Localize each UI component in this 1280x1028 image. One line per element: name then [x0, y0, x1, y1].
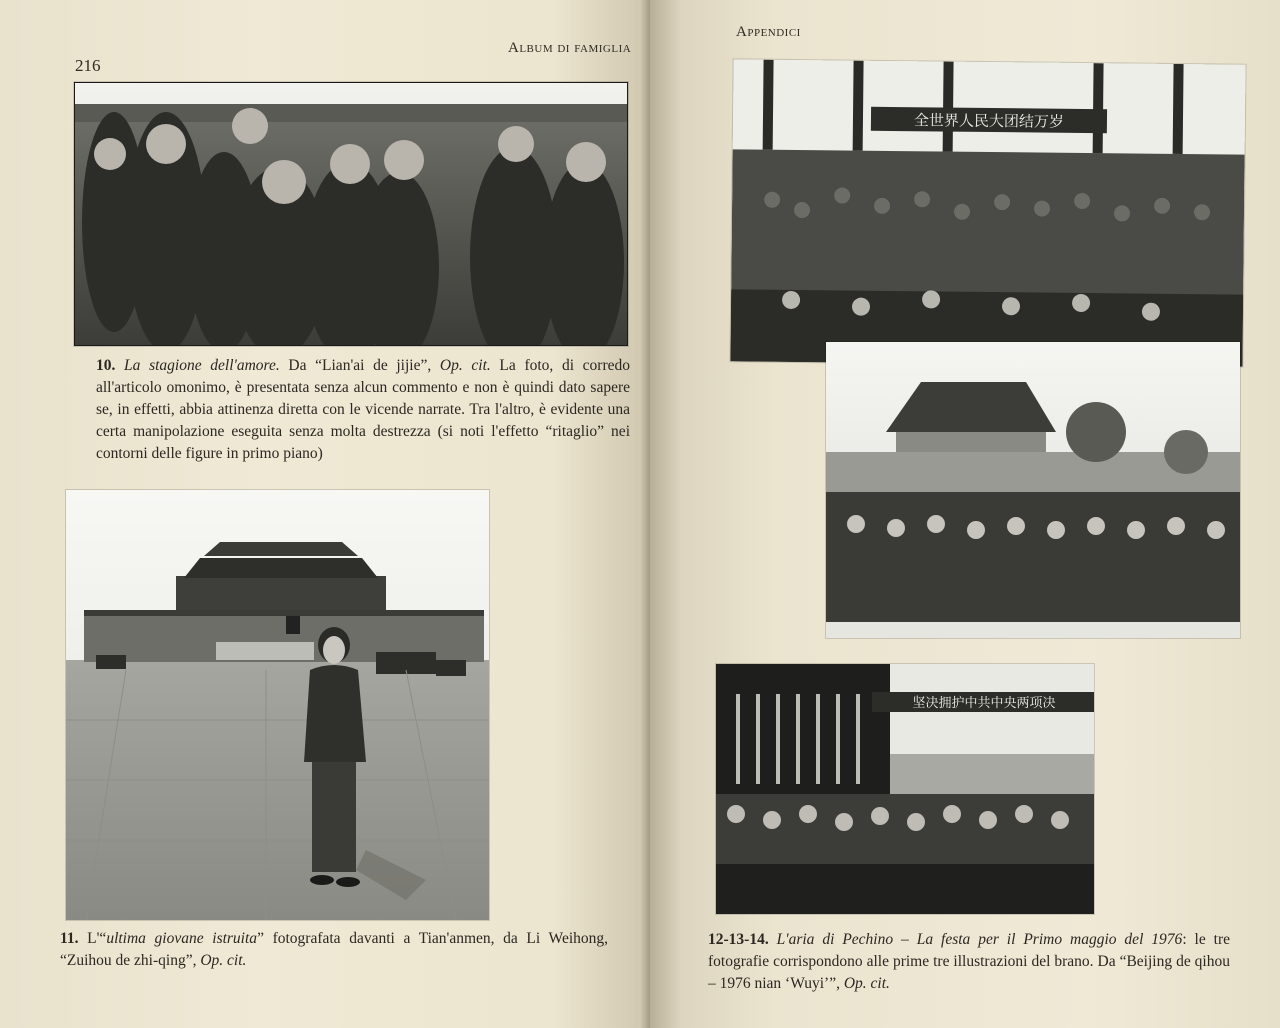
right-page: [650, 0, 1280, 1028]
figure-10-source: Da “Lian'ai de jijie”,: [279, 357, 440, 374]
figure-10-op-cit: Op. cit.: [439, 357, 491, 374]
figure-12-14-body: : le tre fotografie corrispondono alle prime tre illustrazioni del brano. Da “Beijing de qihou – 1976 nian ‘Wuyi’”,: [708, 931, 1231, 992]
figure-11-text-a: L'“: [78, 930, 107, 947]
running-head-right: Appendici: [736, 24, 801, 40]
figure-11-title: ultima giovane istruita: [106, 930, 258, 947]
page-number-left: 216: [75, 56, 101, 75]
figure-12-14-number: 12-13-14.: [708, 931, 769, 948]
caption-figure-11: [60, 928, 608, 972]
figure-10-number: 10.: [96, 357, 116, 374]
photo-woman-tiananmen: [66, 490, 489, 920]
photo-pavilion-audience: [826, 342, 1240, 638]
photo-may-day-parade: [716, 664, 1094, 914]
figure-10-body: La foto, di corredo all'articolo omonimo, è presentata senza alcun commento e non è quindi dato sapere se, in effetti, abbia attinenza diretta con le vicende narrate. Tra l'altro, è evidente una certa manipolazione eseguita senza molta destrezza (si noti l'effetto “ritaglio” nei contorni delle figure in primo piano): [96, 357, 631, 462]
caption-figures-12-14: [708, 929, 1230, 995]
figure-12-14-title: L'aria di Pechino – La festa per il Primo maggio del 1976: [776, 931, 1183, 948]
caption-figure-10: [96, 355, 630, 465]
figure-11-op-cit: Op. cit.: [200, 952, 247, 969]
banner-bottom-text: 坚决拥护中共中央两项决: [912, 696, 1056, 711]
running-head-left: Album di famiglia: [508, 40, 632, 56]
figure-12-14-op-cit: Op. cit.: [843, 975, 890, 992]
figure-11-number: 11.: [60, 930, 79, 947]
photo-crowd-assembly: [730, 59, 1245, 366]
figure-11-text-b: ” fotografata davanti a Tian'anmen, da Li Weihong, “Zuihou de zhi-qing”,: [60, 930, 609, 969]
figure-10-title: La stagione dell'amore.: [124, 357, 280, 374]
banner-top-text: 全世界人民大团结万岁: [913, 111, 1065, 131]
photo-young-people-field: [74, 82, 628, 346]
